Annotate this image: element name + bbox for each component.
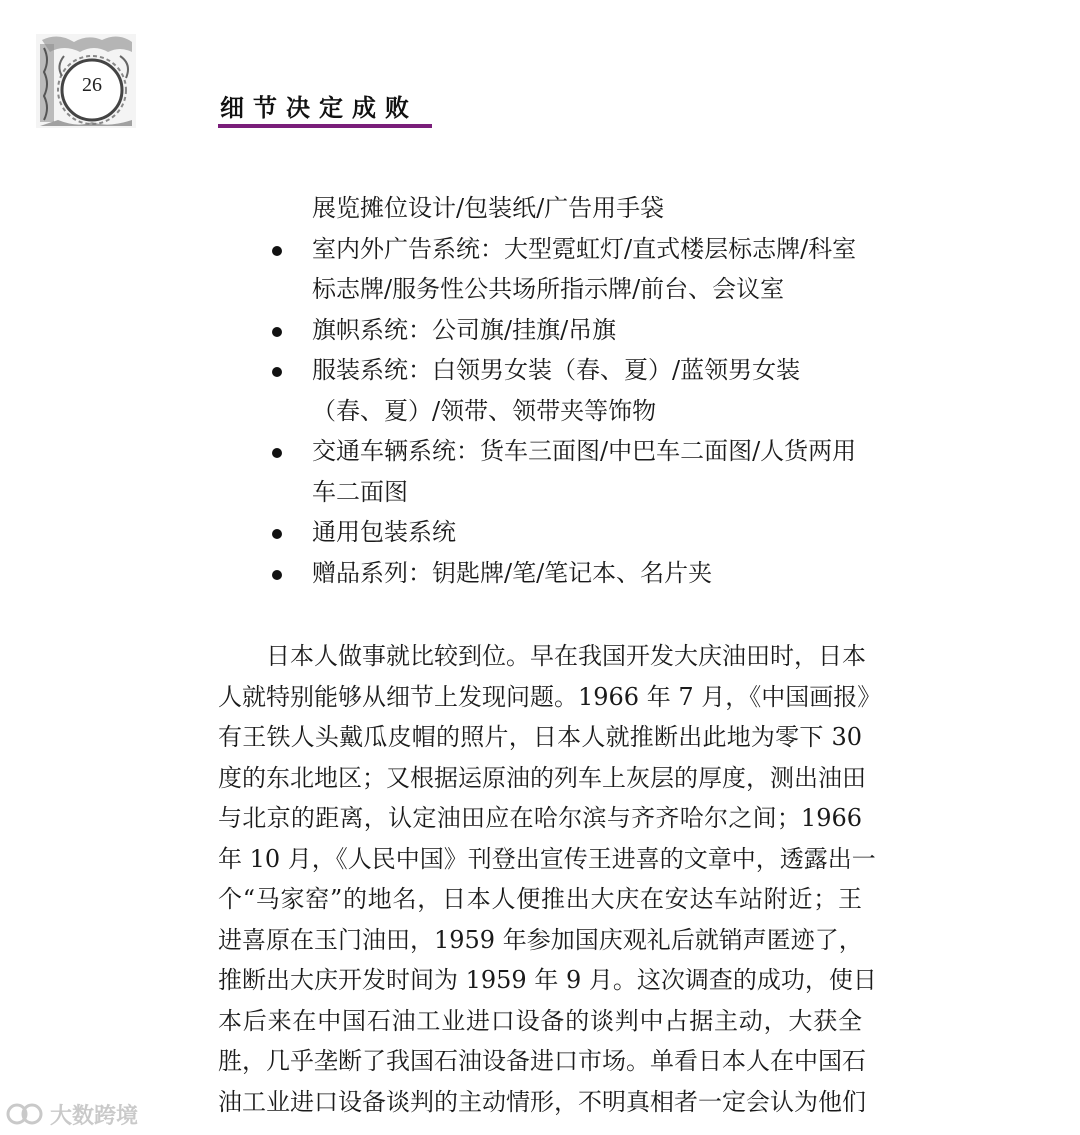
list-item-line: 旗帜系统：公司旗/挂旗/吊旗	[312, 315, 617, 344]
paragraph-line: 与北京的距离，认定油田应在哈尔滨与齐齐哈尔之间；1966	[218, 804, 862, 832]
list-item	[220, 310, 860, 351]
watermark-logo-icon	[6, 1101, 46, 1127]
paragraph-line: 日本人做事就比较到位。早在我国开发大庆油田时，日本	[266, 642, 866, 670]
bullet-list	[220, 188, 860, 593]
list-item	[220, 431, 860, 512]
paragraph-line: 油工业进口设备谈判的主动情形，不明真相者一定会认为他们	[218, 1087, 866, 1116]
list-item	[220, 512, 860, 553]
paragraph-line: 有王铁人头戴瓜皮帽的照片，日本人就推断出此地为零下 30	[218, 723, 862, 751]
list-item-line: 交通车辆系统：货车三面图/中巴车二面图/人货两用	[312, 437, 857, 465]
paragraph-line: 度的东北地区；又根据运原油的列车上灰层的厚度，测出油田	[218, 763, 866, 792]
body-paragraph	[218, 636, 882, 1122]
list-item	[220, 229, 860, 310]
list-item-line: 标志牌/服务性公共场所指示牌/前台、会议室	[312, 275, 785, 303]
paragraph-line: 进喜原在玉门油田，1959 年参加国庆观礼后就销声匿迹了，	[218, 925, 863, 954]
list-item-line: 赠品系列：钥匙牌/笔/笔记本、名片夹	[312, 558, 713, 587]
paragraph-line: 人就特别能够从细节上发现问题。1966 年 7 月，《中国画报》	[218, 682, 882, 711]
list-item-line: 车二面图	[312, 477, 408, 506]
paragraph-line: 本后来在中国石油工业进口设备的谈判中占据主动，大获全	[218, 1006, 862, 1035]
list-item-line: 服装系统：白领男女装（春、夏）/蓝领男女装	[312, 356, 801, 384]
page-number: 26	[82, 74, 102, 96]
list-item-line: 通用包装系统	[312, 518, 456, 546]
list-item-line: 室内外广告系统：大型霓虹灯/直式楼层标志牌/科室	[312, 234, 857, 263]
paragraph-line: 胜，几乎垄断了我国石油设备进口市场。单看日本人在中国石	[218, 1047, 866, 1075]
watermark-text: 大数跨境	[50, 1103, 139, 1129]
book-title: 细节决定成败	[220, 93, 418, 122]
list-item	[220, 350, 860, 431]
paragraph-line: 推断出大庆开发时间为 1959 年 9 月。这次调查的成功，使日	[218, 966, 877, 994]
title-underline	[218, 124, 432, 128]
page-header	[0, 0, 1080, 140]
list-item	[220, 553, 860, 594]
list-item-line: （春、夏）/领带、领带夹等饰物	[312, 396, 657, 425]
watermark	[6, 1098, 138, 1130]
paragraph-line: 年 10 月，《人民中国》刊登出宣传王进喜的文章中，透露出一	[218, 844, 876, 873]
paragraph-line: 个“马家窑”的地名，日本人便推出大庆在安达车站附近；王	[218, 885, 862, 913]
list-continuation-line: 展览摊位设计/包装纸/广告用手袋	[312, 194, 665, 222]
